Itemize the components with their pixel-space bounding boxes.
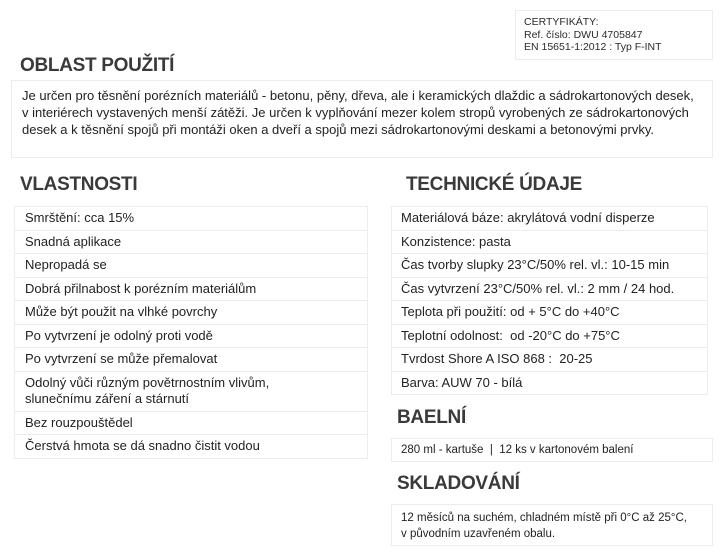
property-item: Dobrá přilnabost k porézním materiálům (15, 278, 367, 302)
certificates-title: CERTYFIKÁTY: (524, 16, 599, 28)
storage-heading: SKLADOVÁNÍ (397, 473, 520, 494)
property-item: Po vytvrzení je odolný proti vodě (15, 325, 367, 349)
technical-item: Teplotní odolnost: od -20°C do +75°C (392, 325, 707, 349)
technical-item: Tvrdost Shore A ISO 868 : 20-25 (392, 348, 707, 372)
property-item: Snadná aplikace (15, 231, 367, 255)
storage-box (391, 504, 713, 546)
property-item: Může být použit na vlhké povrchy (15, 301, 367, 325)
technical-item: Materiálová báze: akrylátová vodní disperze (392, 207, 707, 231)
technical-item: Čas tvorby slupky 23°C/50% rel. vl.: 10-15 min (392, 254, 707, 278)
property-item: Bez rouzpouštědel (15, 412, 367, 436)
property-item: Nepropadá se (15, 254, 367, 278)
certificates-ref: Ref. číslo: DWU 4705847 (524, 28, 643, 41)
technical-item: Teplota při použití: od + 5°C do +40°C (392, 301, 707, 325)
property-item: Odolný vůči různým povětrnostním vlivům, slunečnímu záření a stárnutí (15, 372, 367, 412)
usage-text: Je určen pro těsnění porézních materiálů - betonu, pěny, dřeva, ale i keramických dlaždic a sádrokartonových desek, v interiérech vystavených menší zátěži. Je určen k vyplňování mezer kolem stropů vyrobených ze sádrokartonových desek a k těsnění spojů při montáži oken a dveří a spojů mezi sádrokartonovými deskami a betonovými prvky. (11, 80, 713, 158)
technical-item: Čas vytvrzení 23°C/50% rel. vl.: 2 mm / 24 hod. (392, 278, 707, 302)
technical-heading: TECHNICKÉ ÚDAJE (406, 174, 583, 195)
property-item: Smrštění: cca 15% (15, 207, 367, 231)
certificates-norm: EN 15651-1:2012 : Typ F-INT (524, 41, 662, 53)
properties-list (14, 206, 368, 459)
usage-heading: OBLAST POUŽITÍ (20, 55, 175, 76)
properties-heading: VLASTNOSTI (20, 174, 138, 195)
packaging-text: 280 ml - kartuše | 12 ks v kartonovém balení (391, 438, 713, 462)
technical-list (391, 206, 708, 395)
storage-line-1: 12 měsíců na suchém, chladném místě při 0°C až 25°C, (401, 512, 687, 524)
technical-item: Barva: AUW 70 - bílá (401, 374, 523, 390)
storage-line-2: v původním uzavřeném obalu. (401, 528, 556, 540)
technical-item: Konzistence: pasta (392, 231, 707, 255)
property-item: Čerstvá hmota se dá snadno čistit vodou (25, 438, 260, 453)
property-item: Po vytvrzení se může přemalovat (15, 348, 367, 372)
certificates-box (515, 10, 713, 60)
packaging-heading: BAELNÍ (397, 407, 466, 428)
